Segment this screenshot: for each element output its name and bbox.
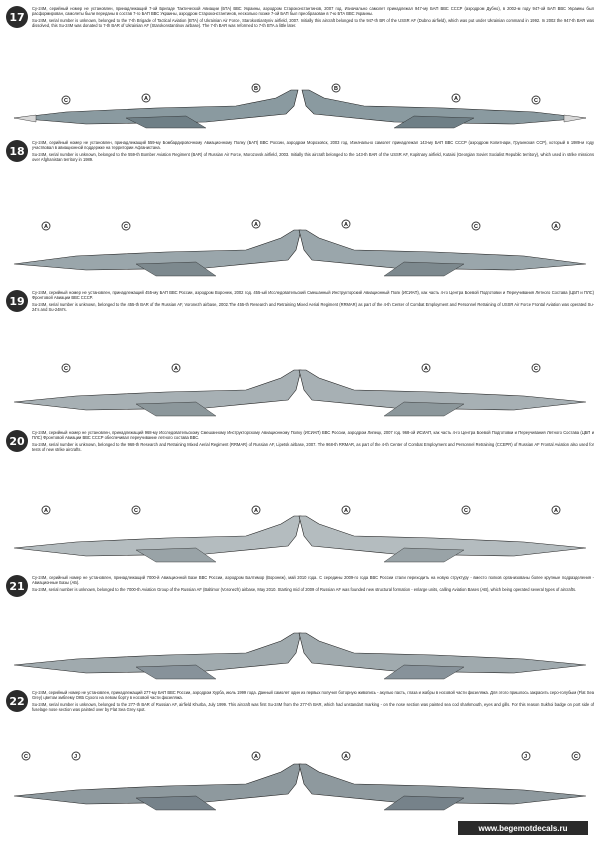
aircraft-side-view-pair: [6, 623, 594, 685]
aircraft-drawing: [6, 216, 594, 286]
starboard-side-view: [299, 764, 586, 810]
svg-text:A: A: [454, 96, 458, 102]
aircraft-drawing: [6, 623, 594, 685]
entry-number-badge: 17: [6, 6, 28, 28]
decal-callouts: [62, 84, 540, 104]
svg-text:C: C: [574, 754, 578, 760]
svg-text:C: C: [24, 754, 28, 760]
svg-text:A: A: [144, 96, 148, 102]
entry-number-badge: 22: [6, 690, 28, 712]
svg-text:C: C: [534, 366, 538, 372]
entry-number-badge: 19: [6, 290, 28, 312]
description-en: Su-24M, serial number is unknown, belonged to the 968-th Research and Retraining Mixed Aerial Regiment (RRMAR) of Russian AF, Lipetsk airbase, 2007. The 968-th RRMAR, as part of the 4-th Center of Combat Employment and Personnel Retraining (CCEPR) of Russian AF Frontal Aviation also used for tests of new strike aircrafts.: [32, 441, 594, 452]
entry-20: [6, 430, 594, 570]
svg-text:A: A: [554, 224, 558, 230]
entry-19: [6, 290, 594, 425]
description-en: Su-24M, serial number is unknown, belonged to the 559-th Bomber Aviation Regiment (BAR) of Russian Air Force, Morozovsk airfield, 2003. Initially this aircraft belonged to the 143-th BAR of the USSR AF, Kopitnary airfield, Kutaisi (Georgian Soviet Socialist Republic territory), which used in strike missions over Afghanistan territory in 1989.: [32, 151, 594, 162]
svg-text:J: J: [74, 754, 78, 760]
port-side-view: [14, 516, 301, 562]
description-ru: Су-24М, серийный номер не установлен, принадлежащий 968-му Исследовательскому Смешанному Инструкторскому Авиационному Полку (ИСИАП) ВВС России, аэродром Липецк, 2007 год. 968-ой ИСИАП, как часть 4-го Центра Боевой Подготовки и Переучивания Летного Состава (ЦБП и ПЛС) Фронтовой Авиации ВВС СССР обеспечивал переучивание летного состава ВВС.: [32, 430, 594, 440]
description-ru: Су-24М, серийный номер не установлен, принадлежащий 7-ой Бригаде Тактической Авиации (БТА) ВВС Украины, аэродром Староконстантинов, 2007 год. Изначально самолет принадлежал 947-му БАП ВВС СССР (аэродром Дубно), в 2002-м году 947-ой БАП ВВС Украины был расформирован, самолеты были переданы в состав 7-го БАП ВВС Украины, аэродром Староконстантинов, несколько позже 7-ой БАП был преобразован в 7-ю БТА ВВС Украины.: [32, 6, 594, 16]
decal-callouts: [42, 220, 560, 230]
decal-callouts: [42, 506, 560, 514]
port-side-view: [14, 764, 301, 810]
description-en: Su-24M, serial number is unknown, belonged to the 455-th BAR of the Russian AF, Voronezh airbase, 2002.The 455-th Research and Retraining Mixed Aerial Regiment (RRMAR) as part of the 4-th Center of Combat Employment and Personnel Retraining of USSR Air Force Frontal Aviation was operated Su-24's and Su-24M's.: [32, 301, 594, 312]
entry-description: [32, 575, 594, 593]
svg-text:C: C: [64, 366, 68, 372]
svg-text:C: C: [124, 224, 128, 230]
aircraft-drawing: [6, 358, 594, 424]
entry-description: [32, 6, 594, 29]
port-side-view: [14, 633, 301, 679]
entry-22: [6, 690, 594, 820]
entry-17: [6, 6, 594, 136]
starboard-side-view: [299, 230, 586, 276]
starboard-side-view: [299, 633, 586, 679]
svg-text:A: A: [554, 508, 558, 514]
svg-text:B: B: [334, 86, 338, 92]
svg-text:A: A: [44, 224, 48, 230]
svg-text:A: A: [424, 366, 428, 372]
svg-text:C: C: [134, 508, 138, 514]
aircraft-side-view-pair: [6, 750, 594, 820]
port-side-view: [14, 370, 301, 416]
aircraft-drawing: [6, 502, 594, 570]
entry-18: [6, 140, 594, 285]
entry-description: [32, 140, 594, 163]
svg-text:A: A: [254, 754, 258, 760]
starboard-side-view: [302, 90, 586, 128]
description-en: Su-24M, serial number is unknown, belonged to the 7-th Brigade of Tactical Aviation (BTA) of Ukrainian Air Force, Starokostiantyniv airfield, 2007. Initially this aircraft belonged to the 947-th BR of the USSR AF (Dubno airfield), which was put under Ukrainian command in 1992. In 2002 the 947-th BAR was dissolved, this Su-24M was donated to 7-th BAR of Ukrainian AF (Starokonstantinov airbase). The 7-th BAR was reformed to 7-th BTA a little later.: [32, 17, 594, 28]
description-ru: Су-24М, серийный номер не установлен, принадлежащий 455-му БАП ВВС России, аэродром Воронеж, 2002 год. 455-ый Исследовательский Смешанный Инструкторский Авиационный Полк (ИСИАП), как часть 4-го Центра Боевой Подготовки и Переучивания Летного Состава (ЦБП и ПЛС) Фронтовой Авиации ВВС СССР.: [32, 290, 594, 300]
decal-callouts: [22, 752, 580, 760]
entry-21: [6, 575, 594, 685]
starboard-side-view: [299, 516, 586, 562]
description-ru: Су-24М, серийный номер не установлен, принадлежащий 559-му Бомбардировочному Авиационному Полку (БАП) ВВС России, аэродром Морозовск, 2003 год. Изначально самолет принадлежал 143-му БАП ВВС СССР (аэродром Копитнари, Грузинская ССР), который в 1989-м году участвовал в авиационной поддержке на территории Афганистана.: [32, 140, 594, 150]
svg-text:B: B: [254, 86, 258, 92]
svg-text:J: J: [524, 754, 528, 760]
svg-text:C: C: [534, 98, 538, 104]
svg-text:A: A: [174, 366, 178, 372]
aircraft-side-view-pair: [6, 216, 594, 286]
svg-text:A: A: [44, 508, 48, 514]
aircraft-side-view-pair: [6, 78, 594, 138]
port-side-view: [14, 230, 301, 276]
description-ru: Су-24М, серийный номер не установлен, принадлежащий 277-му БАП ВВС России, аэродром Хурба, июль 1999 года. Данный самолет один из первых получил боторную живопись - акулью пасть, глаза и жабры в носовой части фюзеляжа. Для этого пришлось закрасить серо-голубым (Flat Sea Grey) цветом эмблему ОКБ Сухого на левом борту в носовой части фюзеляжа.: [32, 690, 594, 700]
entry-description: [32, 290, 594, 313]
entry-description: [32, 690, 594, 713]
aircraft-drawing: [6, 750, 594, 820]
svg-text:A: A: [344, 222, 348, 228]
aircraft-drawing: [6, 78, 594, 138]
description-en: Su-24M, serial number is unknown, belonged to the 277-th BAR of Russian AF, airfield Khurba, July 1999. This aircraft was first Su-24M from the 277-th BAR, which had unstandart marking - on the nose section was painted sea cod sharkmouth, eyes and gills. For this reason Sukhoi badge on port side of fuselage nose section was painted over by Flat Sea Grey spot.: [32, 701, 594, 712]
starboard-side-view: [299, 370, 586, 416]
description-ru: Су-24М, серийный номер не установлен, принадлежащий 7000-й Авиационной Базе ВВС России, аэродром Балтимор (Воронеж), май 2010 года. С середины 2009-го года ВВС России стали переходить на новую структуру - вместо полков организованы более крупные подразделения - Авиационные Базы (АБ).: [32, 575, 594, 585]
entry-number-badge: 20: [6, 430, 28, 452]
svg-text:A: A: [344, 508, 348, 514]
entry-number-badge: 18: [6, 140, 28, 162]
website-footer[interactable]: www.begemotdecals.ru: [458, 821, 588, 835]
svg-text:A: A: [254, 508, 258, 514]
description-en: Su-24M, serial number is unknown, belonged to the 7000-th Aviation Group of the Russian AF (Baltimor (Voronezh) airbase, May 2010. Starting mid of 2009 of Russian AF was founded new structural formation - enlarge units, calling Aviation Bases (AB), which being operated several types of aircrafts.: [32, 586, 577, 592]
svg-text:A: A: [254, 222, 258, 228]
entry-description: [32, 430, 594, 453]
svg-text:C: C: [64, 98, 68, 104]
aircraft-side-view-pair: [6, 502, 594, 570]
svg-text:A: A: [344, 754, 348, 760]
port-side-view: [14, 90, 298, 128]
aircraft-side-view-pair: [6, 358, 594, 424]
svg-text:C: C: [464, 508, 468, 514]
entry-number-badge: 21: [6, 575, 28, 597]
svg-text:C: C: [474, 224, 478, 230]
